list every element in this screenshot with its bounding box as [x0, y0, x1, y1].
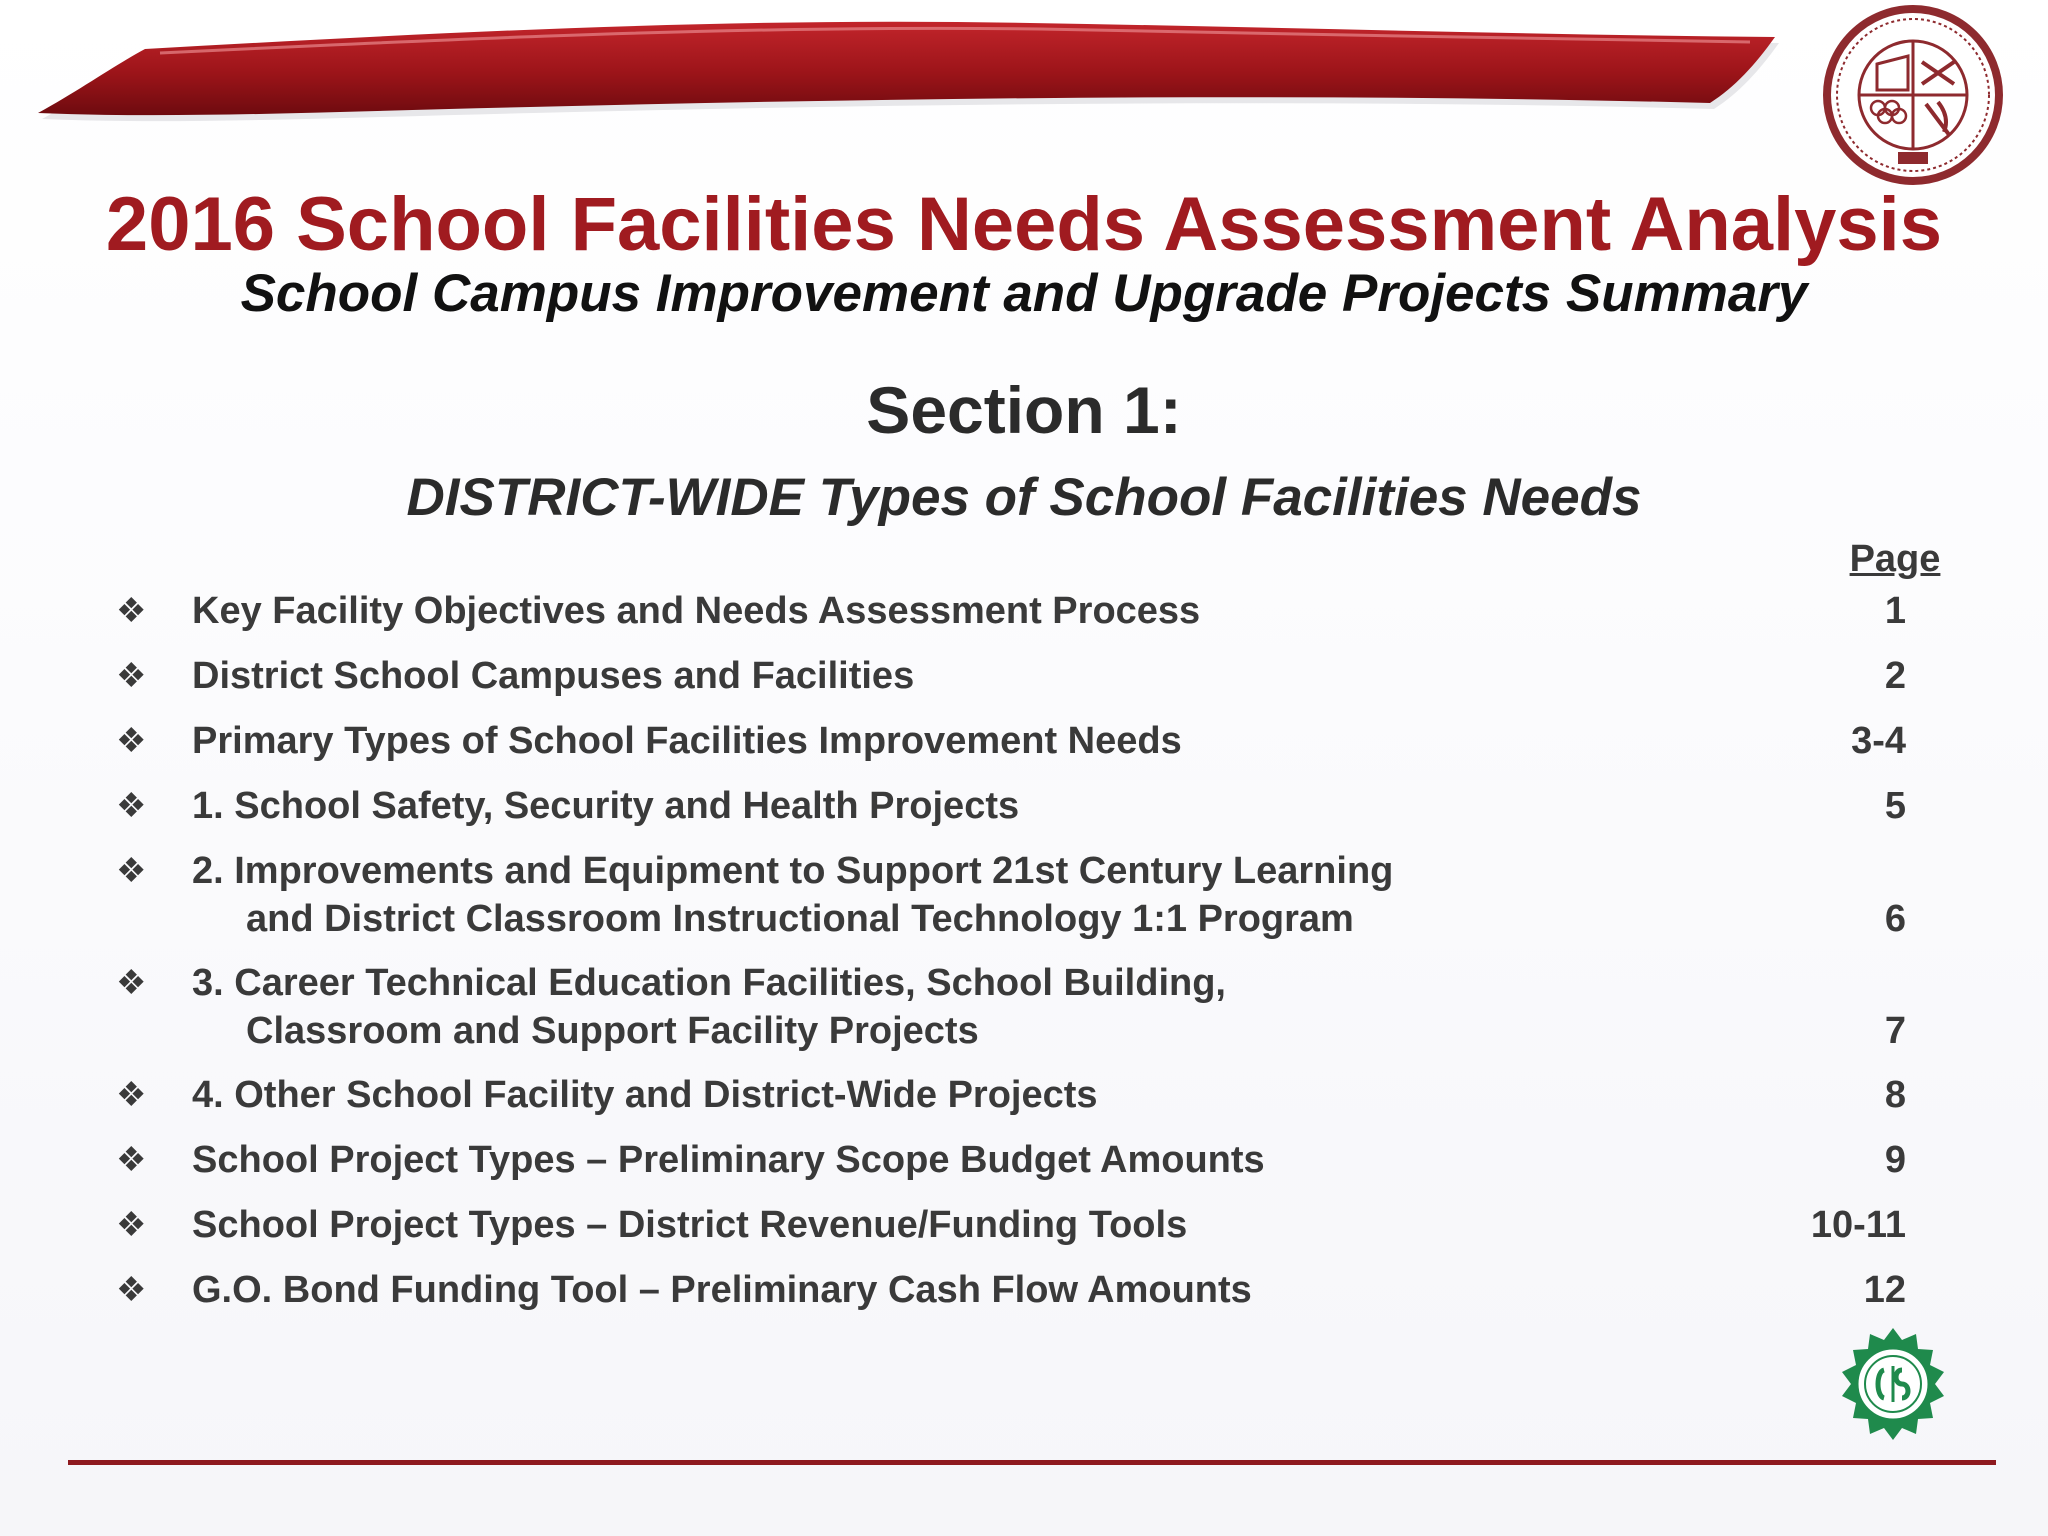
toc-item-page: 10-11: [1810, 1204, 1906, 1246]
diamond-bullet-icon: ❖: [116, 592, 147, 630]
document-title: 2016 School Facilities Needs Assessment Analysis: [105, 182, 1943, 267]
toc-item-text: 1. School Safety, Security and Health Projects: [192, 785, 1020, 827]
district-seal-logo: [1822, 4, 2004, 186]
toc-item-text: 3. Career Technical Education Facilities, School Building,: [192, 962, 1226, 1004]
footer-divider: [68, 1460, 1996, 1465]
distinguished-school-seal-logo: [1838, 1326, 1948, 1442]
header-swoosh: [30, 15, 1790, 130]
toc-item-page: 8: [1884, 1074, 1906, 1116]
toc-page-column-header: Page: [1849, 538, 1941, 580]
diamond-bullet-icon: ❖: [116, 1076, 147, 1114]
toc-item-page: 12: [1863, 1269, 1906, 1311]
toc-item-text-continued: and District Classroom Instructional Technology 1:1 Program: [246, 898, 1354, 940]
diamond-bullet-icon: ❖: [116, 1141, 147, 1179]
toc-item-page: 9: [1884, 1139, 1906, 1181]
toc-item-page: 7: [1884, 1010, 1906, 1052]
section-heading: Section 1:: [866, 373, 1182, 447]
toc-item-page: 3-4: [1851, 720, 1906, 762]
document-subtitle: School Campus Improvement and Upgrade Projects Summary: [240, 264, 1808, 323]
toc-item-text: School Project Types – Preliminary Scope Budget Amounts: [192, 1139, 1265, 1181]
diamond-bullet-icon: ❖: [116, 657, 147, 695]
toc-item-text: District School Campuses and Facilities: [192, 655, 915, 697]
diamond-bullet-icon: ❖: [116, 852, 147, 890]
toc-item-page: 5: [1884, 785, 1906, 827]
toc-item-page: 6: [1884, 898, 1906, 940]
toc-item-text: Key Facility Objectives and Needs Assessment Process: [192, 590, 1201, 632]
diamond-bullet-icon: ❖: [116, 722, 147, 760]
toc-item-text: G.O. Bond Funding Tool – Preliminary Cash Flow Amounts: [192, 1269, 1252, 1311]
toc-item-page: 1: [1884, 590, 1906, 632]
diamond-bullet-icon: ❖: [116, 1206, 147, 1244]
diamond-bullet-icon: ❖: [116, 964, 147, 1002]
toc-item-text: 4. Other School Facility and District-Wide Projects: [192, 1074, 1098, 1116]
toc-item-text: School Project Types – District Revenue/Funding Tools: [192, 1204, 1188, 1246]
toc-item-page: 2: [1884, 655, 1906, 697]
section-subheading: DISTRICT-WIDE Types of School Facilities Needs: [406, 468, 1642, 527]
toc-item-text-continued: Classroom and Support Facility Projects: [246, 1010, 979, 1052]
diamond-bullet-icon: ❖: [116, 1271, 147, 1309]
toc-item-text: Primary Types of School Facilities Improvement Needs: [192, 720, 1182, 762]
diamond-bullet-icon: ❖: [116, 787, 147, 825]
toc-item-text: 2. Improvements and Equipment to Support 21st Century Learning: [192, 850, 1394, 892]
